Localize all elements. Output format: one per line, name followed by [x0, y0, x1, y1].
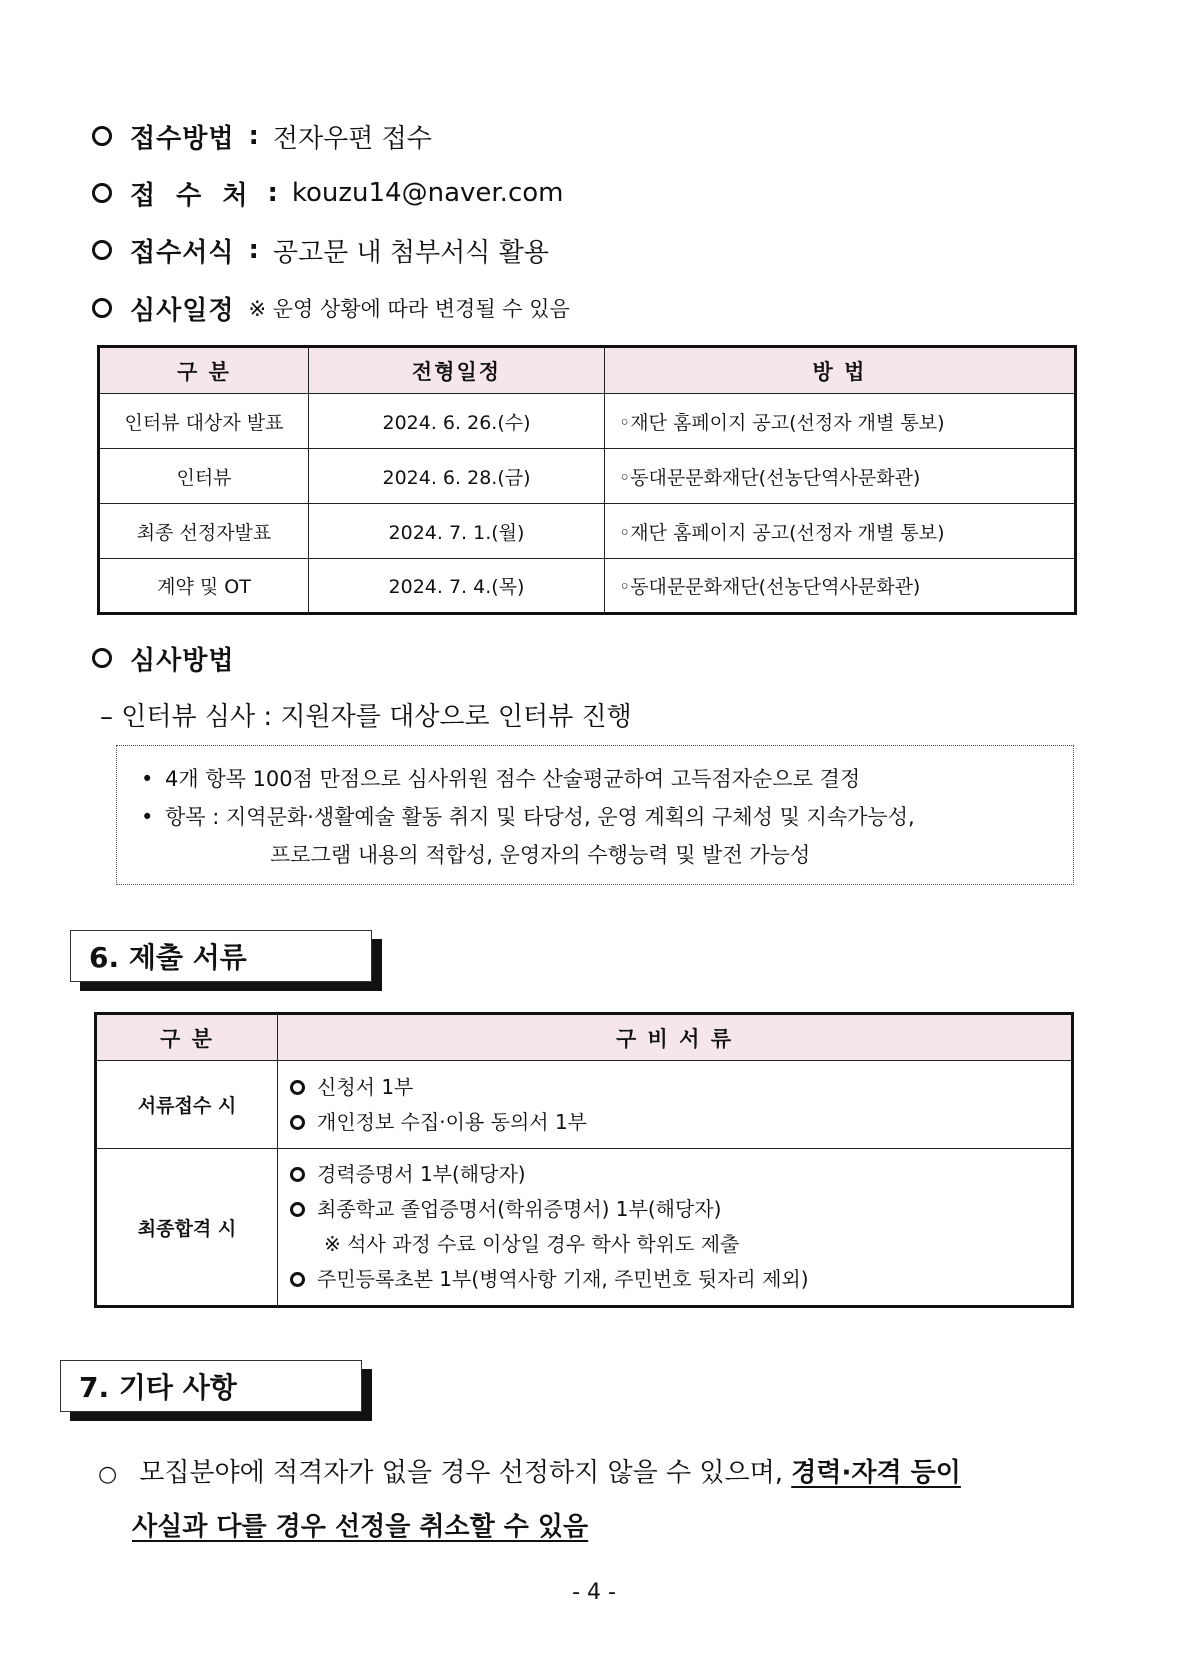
- info-line-review: [92, 640, 234, 676]
- info-label: 심사방법: [130, 645, 235, 676]
- criteria-bullet: • 4개 항목 100점 만점으로 심사위원 점수 산술평균하여 고득점자순으로 결정: [141, 760, 1073, 798]
- table-row: [96, 1061, 1073, 1149]
- hollow-circle-icon: ○: [98, 1462, 118, 1487]
- row-items: [278, 1061, 1073, 1149]
- info-label: 접 수 처: [130, 180, 254, 211]
- list-item: [290, 1157, 1059, 1192]
- etc-text-plain: 모집분야에 적격자가 없을 경우 선정하지 않을 수 있으며,: [139, 1458, 783, 1488]
- row-method: ◦동대문문화재단(선농단역사문화관): [605, 449, 1076, 504]
- info-line-form: [92, 232, 549, 268]
- circle-bullet-icon: [92, 126, 112, 146]
- list-item: [290, 1070, 1059, 1105]
- circle-bullet-icon: [92, 183, 112, 203]
- section-heading-7: 7. 기타 사항: [60, 1360, 362, 1412]
- circle-bullet-icon: [290, 1080, 305, 1095]
- row-category: 계약 및 OT: [99, 559, 309, 614]
- circle-bullet-icon: [290, 1167, 305, 1182]
- page-number: - 4 -: [572, 1580, 616, 1605]
- section-heading-6: 6. 제출 서류: [70, 930, 372, 982]
- row-category: 최종합격 시: [96, 1149, 278, 1307]
- etc-line-2: [98, 1501, 1098, 1553]
- circle-bullet-icon: [92, 648, 112, 668]
- header-category: 구 분: [96, 1014, 278, 1061]
- interview-line: – 인터뷰 심사 : 지원자를 대상으로 인터뷰 진행: [100, 702, 632, 732]
- header-documents: 구 비 서 류: [278, 1014, 1073, 1061]
- circle-bullet-icon: [92, 298, 112, 318]
- table-header-row: [99, 347, 1076, 394]
- info-label: 접수방법: [130, 123, 235, 154]
- row-category: 인터뷰: [99, 449, 309, 504]
- criteria-continuation: 프로그램 내용의 적합성, 운영자의 수행능력 및 발전 가능성: [270, 843, 811, 867]
- row-date: 2024. 7. 1.(월): [309, 504, 605, 559]
- table-row: [99, 559, 1076, 614]
- row-method: ◦동대문문화재단(선농단역사문화관): [605, 559, 1076, 614]
- circle-bullet-icon: [290, 1272, 305, 1287]
- info-value: 공고문 내 첨부서식 활용: [272, 237, 549, 268]
- separator: :: [267, 178, 278, 208]
- separator: :: [248, 235, 259, 265]
- doc-note: ※ 석사 과정 수료 이상일 경우 학사 학위도 제출: [324, 1232, 740, 1256]
- doc-item-text: 최종학교 졸업증명서(학위증명서) 1부(해당자): [317, 1197, 722, 1221]
- info-line-place: [92, 175, 563, 211]
- row-date: 2024. 6. 26.(수): [309, 394, 605, 449]
- schedule-table: [97, 345, 1077, 615]
- row-date: 2024. 7. 4.(목): [309, 559, 605, 614]
- doc-item-text: 경력증명서 1부(해당자): [317, 1162, 526, 1186]
- header-category: 구 분: [99, 347, 309, 394]
- table-row: [99, 449, 1076, 504]
- info-note: ※ 운영 상황에 따라 변경될 수 있음: [248, 297, 570, 321]
- etc-line-1: [98, 1447, 1098, 1501]
- row-method: ◦재단 홈페이지 공고(선정자 개별 통보): [605, 394, 1076, 449]
- header-method: 방 법: [605, 347, 1076, 394]
- circle-bullet-icon: [290, 1115, 305, 1130]
- list-item: [290, 1262, 1059, 1297]
- criteria-bullet: • 항목 : 지역문화·생활예술 활동 취지 및 타당성, 운영 계획의 구체성 및 지속가능성,: [141, 798, 1073, 836]
- doc-item-text: 신청서 1부: [317, 1074, 414, 1099]
- list-item: [290, 1192, 1059, 1227]
- row-date: 2024. 6. 28.(금): [309, 449, 605, 504]
- table-row: [96, 1149, 1073, 1307]
- etc-text-emphasis: 사실과 다를 경우 선정을 취소할 수 있음: [132, 1512, 589, 1542]
- table-row: [99, 394, 1076, 449]
- header-date: 전형일정: [309, 347, 605, 394]
- row-method: ◦재단 홈페이지 공고(선정자 개별 통보): [605, 504, 1076, 559]
- info-line-method: [92, 118, 432, 154]
- info-label: 접수서식: [130, 237, 235, 268]
- row-category: 최종 선정자발표: [99, 504, 309, 559]
- doc-item-text: 개인정보 수집·이용 동의서 1부: [317, 1109, 587, 1134]
- circle-bullet-icon: [92, 240, 112, 260]
- row-items: [278, 1149, 1073, 1307]
- circle-bullet-icon: [290, 1202, 305, 1217]
- list-item: [290, 1105, 1059, 1140]
- doc-item-text: 주민등록초본 1부(병역사항 기재, 주민번호 뒷자리 제외): [317, 1267, 809, 1291]
- table-header-row: [96, 1014, 1073, 1061]
- etc-paragraph: [98, 1447, 1098, 1553]
- etc-text-emphasis: 경력·자격 등이: [791, 1458, 961, 1488]
- documents-table: [94, 1012, 1074, 1308]
- info-label: 심사일정: [130, 295, 235, 326]
- separator: :: [248, 121, 259, 151]
- row-category: 서류접수 시: [96, 1061, 278, 1149]
- review-criteria-box: [116, 745, 1074, 885]
- table-row: [99, 504, 1076, 559]
- info-line-schedule: [92, 290, 570, 326]
- info-value: kouzu14@naver.com: [291, 178, 564, 208]
- info-value: 전자우편 접수: [272, 123, 432, 154]
- row-category: 인터뷰 대상자 발표: [99, 394, 309, 449]
